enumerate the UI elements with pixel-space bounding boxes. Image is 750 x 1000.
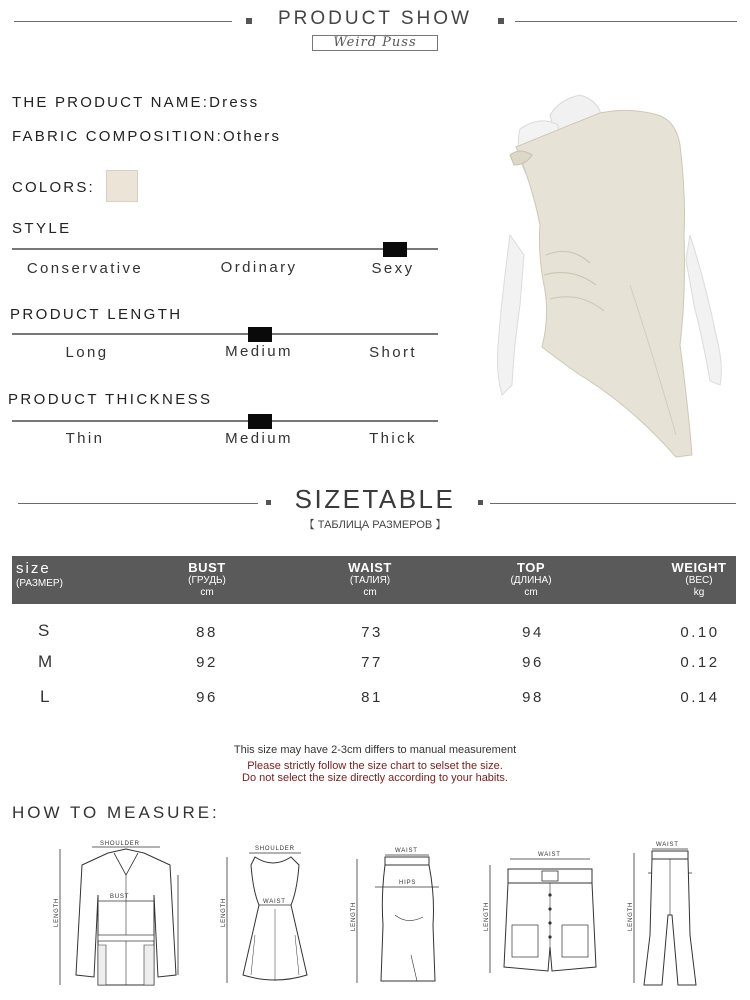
cell-weight: 0.14 [680, 689, 720, 706]
shorts-waist-label: WAIST [538, 852, 561, 858]
sizetable-subtitle: 【 ТАБЛИЦА РАЗМЕРОВ 】 [303, 519, 447, 531]
page-title: PRODUCT SHOW [278, 8, 472, 29]
fabric-composition: FABRIC COMPOSITION:Others [12, 128, 282, 145]
skirt-measure-diagram [345, 835, 455, 990]
col-top-unit: cm [524, 587, 538, 598]
sizetable-left-line [18, 503, 258, 504]
col-top [486, 560, 576, 599]
col-bust-sub: (ГРУДЬ) [188, 575, 226, 586]
jacket-bust-label: BUST [110, 894, 130, 900]
jacket-length-label: LENGTH [54, 897, 60, 927]
length-marker [248, 327, 272, 342]
cell-top: 96 [522, 654, 544, 671]
length-option-long: Long [65, 344, 109, 361]
col-bust-unit: cm [200, 587, 214, 598]
thickness-label: PRODUCT THICKNESS [8, 391, 213, 408]
dress-shoulder-label: SHOULDER [255, 846, 295, 852]
thickness-option-thin: Thin [65, 430, 105, 447]
shorts-length-label: LENGTH [484, 901, 490, 931]
dress-waist-label: WAIST [263, 899, 286, 905]
cell-size: S [38, 621, 50, 640]
thickness-option-medium: Medium [225, 430, 293, 447]
trousers-measure-diagram [622, 835, 712, 990]
cell-weight: 0.12 [680, 654, 720, 671]
size-table-header [12, 556, 736, 604]
length-option-short: Short [369, 344, 417, 361]
cell-waist: 77 [361, 654, 383, 671]
style-option-ordinary: Ordinary [220, 259, 298, 276]
style-label: STYLE [12, 220, 72, 237]
colors-label: COLORS: [12, 179, 95, 196]
style-option-conservative: Conservative [26, 260, 144, 277]
thickness-marker [248, 414, 272, 429]
col-waist [325, 560, 415, 599]
cell-size: M [38, 652, 53, 671]
style-option-sexy: Sexy [371, 260, 415, 277]
skirt-length-label: LENGTH [351, 901, 357, 931]
cell-size: L [40, 687, 50, 706]
cell-weight: 0.10 [680, 624, 720, 641]
trousers-length-label: LENGTH [628, 901, 634, 931]
header-left-line [14, 21, 232, 22]
product-name: THE PRODUCT NAME:Dress [12, 94, 260, 111]
length-scale-line [12, 333, 438, 335]
sizetable-right-line [490, 503, 736, 504]
product-photo [480, 85, 740, 465]
col-waist-sub: (ТАЛИЯ) [349, 575, 391, 586]
col-weight-label: WEIGHT [671, 560, 727, 575]
size-warning-1: Please strictly follow the size chart to selset the size. [247, 760, 503, 772]
col-size-sub: (РАЗМЕР) [16, 578, 63, 589]
dress-measure-diagram [215, 835, 315, 990]
col-bust-label: BUST [188, 560, 226, 575]
col-top-sub: (ДЛИНА) [510, 575, 552, 586]
cell-waist: 73 [361, 624, 383, 641]
dress-length-label: LENGTH [221, 897, 227, 927]
skirt-waist-label: WAIST [395, 848, 418, 854]
skirt-hips-label: HIPS [399, 880, 417, 886]
brand-label: Weird Puss [312, 35, 438, 51]
header-right-line [515, 21, 737, 22]
cell-top: 98 [522, 689, 544, 706]
col-weight-sub: (ВЕС) [685, 575, 713, 586]
size-warning-2: Do not select the size directly according to your habits. [242, 772, 508, 784]
length-option-medium: Medium [225, 343, 293, 360]
measurement-note: This size may have 2-3cm differs to manual measurement [233, 744, 517, 756]
col-top-label: TOP [517, 560, 545, 575]
jacket-measure-diagram [48, 835, 198, 990]
style-marker [383, 242, 407, 257]
col-size-label: size [16, 560, 51, 577]
shorts-measure-diagram [478, 835, 608, 990]
sizetable-title: SIZETABLE [294, 484, 456, 514]
jacket-shoulder-label: SHOULDER [100, 841, 140, 847]
cell-top: 94 [522, 624, 544, 641]
col-waist-unit: cm [363, 587, 377, 598]
col-bust [162, 560, 252, 599]
cell-bust: 96 [196, 689, 218, 706]
col-weight [654, 560, 744, 599]
color-swatch[interactable] [106, 170, 138, 202]
cell-waist: 81 [361, 689, 383, 706]
cell-bust: 92 [196, 654, 218, 671]
trousers-waist-label: WAIST [656, 842, 679, 848]
col-size [16, 560, 63, 590]
cell-bust: 88 [196, 624, 218, 641]
col-waist-label: WAIST [348, 560, 392, 575]
thickness-option-thick: Thick [369, 430, 417, 447]
col-weight-unit: kg [693, 587, 705, 598]
thickness-scale-line [12, 420, 438, 422]
header-right-square [498, 18, 504, 24]
length-label: PRODUCT LENGTH [10, 306, 183, 323]
how-to-measure-title: HOW TO MEASURE: [12, 803, 220, 822]
sizetable-right-square [478, 500, 483, 505]
style-scale-line [12, 248, 438, 250]
